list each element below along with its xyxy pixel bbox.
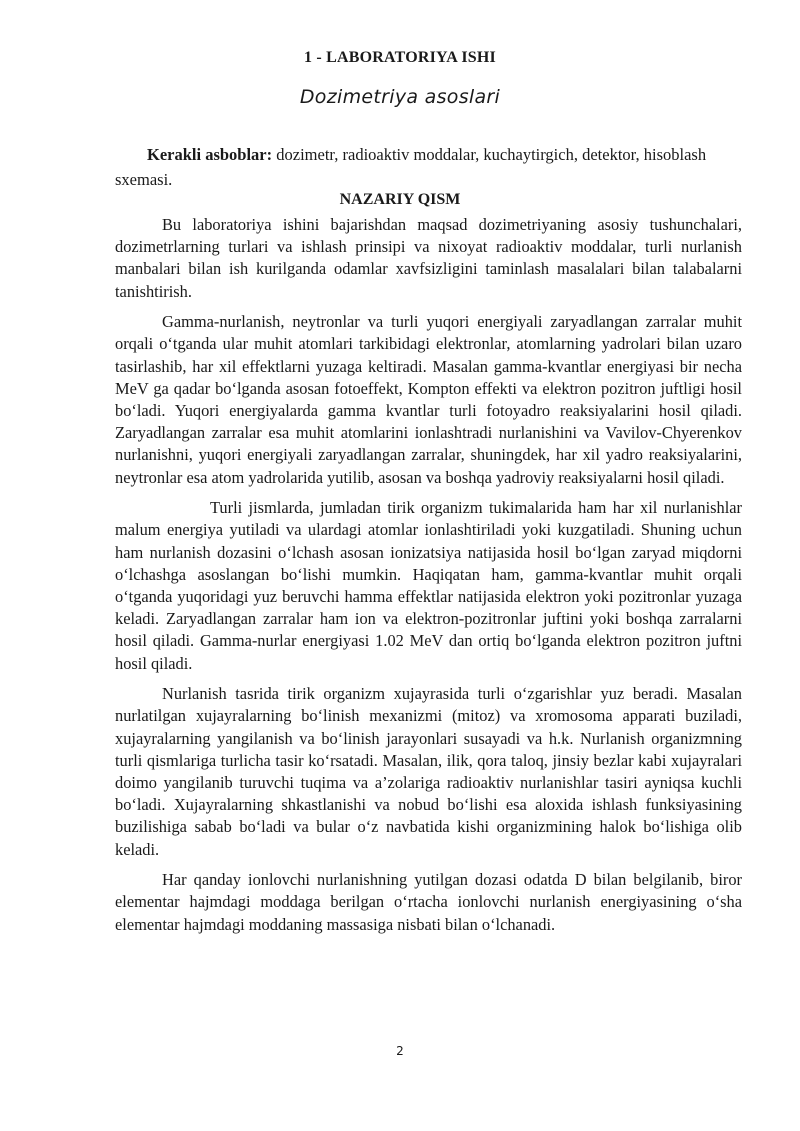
lab-subtitle: Dozimetriya asoslari (299, 86, 501, 108)
paragraph: Gamma-nurlanish, neytronlar va turli yuqori energiyali zaryadlangan zarralar muhit orqali o‘tganda ular muhit atomlari tarkibidagi elektronlar, atomlarning yadrolari bilan uzaro tasirlashib, har xil effektlarni yuzaga keltiradi. Masalan gamma-kvantlar energiyasi bir necha MeV ga qadar bo‘lganda asosan fotoeffekt, Kompton effekti va elektron pozitron juftligi hosil bo‘ladi. Yuqori energiyalarda gamma kvantlar turli fotoyadro reaksiyalarini hosil qiladi. Zaryadlangan zarralar esa muhit atomlarini ionlashtradi nurlanishini va Vavilov-Chyerenkov nurlanishni, yuqori energiyali zaryadlangan zarralar, shuningdek, har xil yadro reaksiyalarini, neytronlar esa atom yadrolarida yutilib, asosan va boshqa yadroviy reaksiyalarni hosil qiladi. (115, 312, 742, 487)
paragraph: Turli jismlarda, jumladan tirik organizm tukimalarida ham har xil nurlanishlar malum energiya yutiladi va ulardagi atomlar ionlashtiriladi yoki kuzgatiladi. Shuning uchun ham nurlanish dozasini o‘lchash asosan ionizatsiya natijasida hosil bo‘lgan zaryad miqdorni o‘lchashga asoslangan bo‘lishi mumkin. Haqiqatan ham, gamma-kvantlar muhit orqali o‘tganda yuqoridagi yuz beruvchi hamma effektlar natijasida elektron yoki pozitronlar yuzaga keladi. Zaryadlangan zarralar ham ion va elektron-pozitronlar juftini yoki boshqa zarralarni hosil qiladi. Gamma-nurlar energiyasi 1.02 MeV dan ortiq bo‘lganda elektron pozitron juftni hosil qiladi. (115, 498, 742, 673)
lab-title: 1 - LABORATORIYA ISHI (304, 49, 496, 66)
paragraph: Bu laboratoriya ishini bajarishdan maqsad dozimetriyaning asosiy tushunchalari, dozimetrlarning turlari va ishlash prinsipi va nixoyat radioaktiv moddalar, turli nurlanish manbalari bilan ish kurilganda odamlar xavfsizligini taminlash masalalari bilan talabalarni tanishtirish. (115, 215, 742, 301)
paragraph: Nurlanish tasrida tirik organizm xujayrasida turli o‘zgarishlar yuz beradi. Masalan nurlatilgan xujayralarning bo‘linish mexanizmi (mitoz) va xromosoma apparati buziladi, xujayralarning yangilanish va bo‘linish jarayonlari susayadi va h.k. Nurlanish organizmning turli qismlariga turlicha tasir ko‘rsatadi. Masalan, ilik, qora taloq, jinsiy bezlar kabi xujayralari doimo yangilanib turuvchi tuqima va a’zolariga radioaktiv nurlanishlar tasiri ayniqsa kuchli bo‘ladi. Xujayralarning shkastlanishi va nobud bo‘lishi esa aloxida ishlash funksiyasining buzilishiga sabab bo‘ladi va bular o‘z navbatida kishi organizmining halok bo‘lishiga olib keladi. (115, 684, 742, 859)
equipment-label: Kerakli asboblar: (147, 145, 273, 164)
paragraph: Har qanday ionlovchi nurlanishning yutilgan dozasi odatda D bilan belgilanib, biror elementar hajmdagi moddaga berilgan o‘rtacha ionlovchi nurlanish energiyasining o‘sha elementar hajmdagi moddaning massasiga nisbati bilan o‘lchanadi. (115, 870, 742, 934)
equipment-line (115, 142, 745, 192)
body-text (115, 214, 742, 944)
equipment-text: dozimetr, radioaktiv moddalar, kuchaytirgich, detektor, hisoblash sxemasi. (115, 145, 707, 189)
section-heading: NAZARIY QISM (339, 191, 461, 208)
page-number: 2 (396, 1044, 404, 1058)
